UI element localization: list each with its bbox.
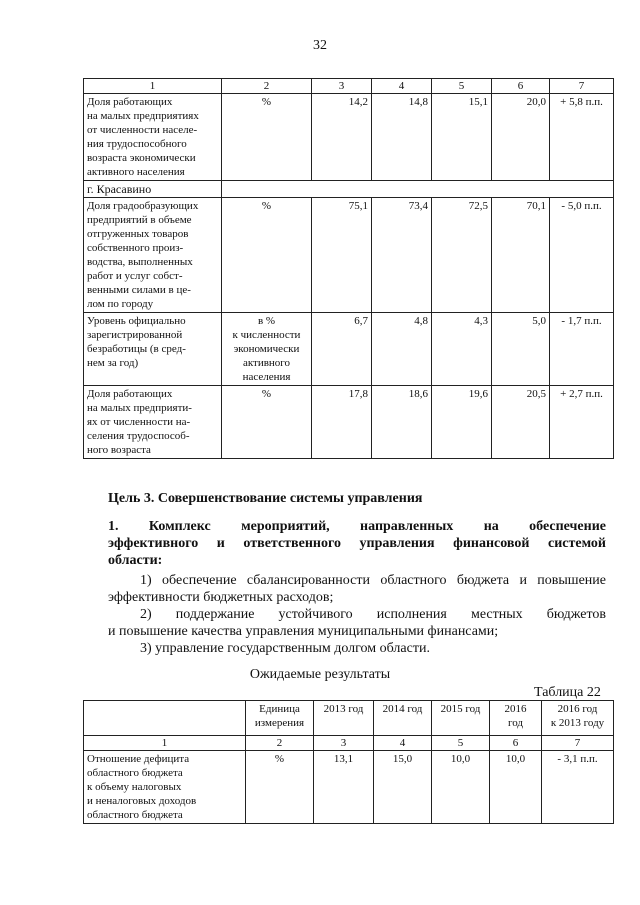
column-number: 5 bbox=[432, 79, 492, 94]
column-header: 2015 год bbox=[432, 701, 490, 736]
value-2015: 10,0 bbox=[432, 751, 490, 824]
column-header: 2016 год bbox=[490, 701, 542, 736]
column-number: 3 bbox=[314, 736, 374, 751]
table-row bbox=[84, 313, 614, 386]
column-header: 2013 год bbox=[314, 701, 374, 736]
value-2016: 70,1 bbox=[492, 198, 550, 313]
value-2013: 13,1 bbox=[314, 751, 374, 824]
column-number: 5 bbox=[432, 736, 490, 751]
change-value: + 5,8 п.п. bbox=[550, 94, 614, 181]
value-2014: 15,0 bbox=[374, 751, 432, 824]
unit-cell: % bbox=[222, 198, 312, 313]
value-2015: 19,6 bbox=[432, 386, 492, 459]
value-2016: 20,5 bbox=[492, 386, 550, 459]
indicator-name: Доля работающих на малых предприятиях от численности населе- ния трудоспособного возраста экономически активного населения bbox=[84, 94, 222, 181]
section-empty bbox=[222, 181, 614, 198]
complex-heading-line: области: bbox=[108, 553, 163, 568]
column-number: 7 bbox=[542, 736, 614, 751]
header-row bbox=[84, 701, 614, 736]
indicator-name: Уровень официально зарегистрированной безработицы (в сред- нем за год) bbox=[84, 313, 222, 386]
column-number: 1 bbox=[84, 79, 222, 94]
list-item-text: 2) поддержание устойчивого исполнения местных бюджетов bbox=[140, 607, 606, 622]
column-header: 2014 год bbox=[374, 701, 432, 736]
list-item-text: эффективности бюджетных расходов; bbox=[108, 590, 334, 605]
value-2014: 4,8 bbox=[372, 313, 432, 386]
table-row bbox=[84, 386, 614, 459]
column-number: 1 bbox=[84, 736, 246, 751]
column-number-row bbox=[84, 79, 614, 94]
value-2016: 10,0 bbox=[490, 751, 542, 824]
change-value: - 1,7 п.п. bbox=[550, 313, 614, 386]
indicator-name: Доля работающих на малых предприяти- ях от численности на- селения трудоспособ- ного возраста bbox=[84, 386, 222, 459]
page-number: 32 bbox=[313, 38, 327, 53]
value-2013: 14,2 bbox=[312, 94, 372, 181]
column-number: 4 bbox=[374, 736, 432, 751]
expected-results-table bbox=[83, 700, 614, 824]
value-2013: 75,1 bbox=[312, 198, 372, 313]
value-2015: 4,3 bbox=[432, 313, 492, 386]
unit-cell: в % к численности экономически активного населения bbox=[222, 313, 312, 386]
list-item-text: 1) обеспечение сбалансированности областного бюджета и повышение bbox=[140, 573, 606, 588]
indicator-name: Доля градообразующих предприятий в объеме отгруженных товаров собственного произ- водства, выполненных работ и услуг собст- венными силами в це- лом по городу bbox=[84, 198, 222, 313]
section-row bbox=[84, 181, 614, 198]
table-row bbox=[84, 198, 614, 313]
column-number: 6 bbox=[490, 736, 542, 751]
column-number-row bbox=[84, 736, 614, 751]
unit-cell: % bbox=[222, 94, 312, 181]
table-row bbox=[84, 94, 614, 181]
value-2013: 17,8 bbox=[312, 386, 372, 459]
value-2016: 5,0 bbox=[492, 313, 550, 386]
complex-heading-line: эффективного и ответственного управления финансовой системой bbox=[108, 536, 606, 551]
unit-cell: % bbox=[222, 386, 312, 459]
column-number: 2 bbox=[222, 79, 312, 94]
column-header bbox=[84, 701, 246, 736]
complex-heading-line: 1. Комплекс мероприятий, направленных на обеспечение bbox=[108, 519, 606, 534]
list-item-text: 3) управление государственным долгом области. bbox=[140, 641, 430, 656]
change-value: + 2,7 п.п. bbox=[550, 386, 614, 459]
table-row bbox=[84, 751, 614, 824]
column-header: Единица измерения bbox=[246, 701, 314, 736]
value-2015: 15,1 bbox=[432, 94, 492, 181]
indicator-name: Отношение дефицита областного бюджета к объему налоговых и неналоговых доходов областного бюджета bbox=[84, 751, 246, 824]
expected-results-heading: Ожидаемые результаты bbox=[249, 667, 391, 682]
value-2014: 14,8 bbox=[372, 94, 432, 181]
goal-heading: Цель 3. Совершенствование системы управления bbox=[108, 491, 423, 506]
value-2014: 73,4 bbox=[372, 198, 432, 313]
column-number: 2 bbox=[246, 736, 314, 751]
column-number: 7 bbox=[550, 79, 614, 94]
section-title: г. Красавино bbox=[84, 181, 222, 198]
unit-cell: % bbox=[246, 751, 314, 824]
column-number: 3 bbox=[312, 79, 372, 94]
column-number: 6 bbox=[492, 79, 550, 94]
column-number: 4 bbox=[372, 79, 432, 94]
value-2014: 18,6 bbox=[372, 386, 432, 459]
value-2015: 72,5 bbox=[432, 198, 492, 313]
value-2013: 6,7 bbox=[312, 313, 372, 386]
indicators-table-continued bbox=[83, 78, 614, 459]
change-value: - 5,0 п.п. bbox=[550, 198, 614, 313]
value-2016: 20,0 bbox=[492, 94, 550, 181]
list-item-text: и повышение качества управления муниципальными финансами; bbox=[108, 624, 499, 639]
change-value: - 3,1 п.п. bbox=[542, 751, 614, 824]
column-header: 2016 год к 2013 году bbox=[542, 701, 614, 736]
table-label: Таблица 22 bbox=[534, 685, 601, 700]
